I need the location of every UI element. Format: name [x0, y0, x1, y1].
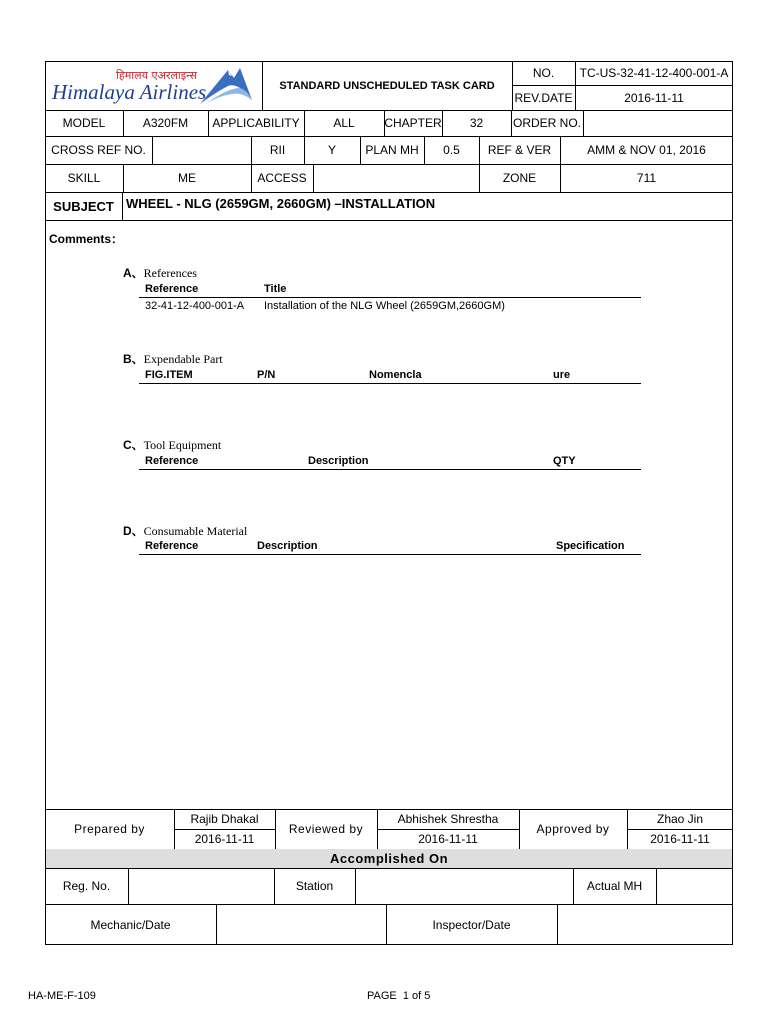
section-d-col-description: Description: [257, 540, 318, 552]
task-card-number: TC-US-32-41-12-400-001-A: [579, 66, 729, 80]
plan-mh-label: PLAN MH: [365, 143, 419, 157]
reg-no-label: Reg. No.: [62, 879, 111, 893]
section-c-col-description: Description: [308, 455, 369, 467]
approved-by-name: Zhao Jin: [656, 812, 704, 826]
mountain-logo-icon: [198, 64, 254, 106]
station-field[interactable]: [355, 868, 573, 904]
actual-mh-field[interactable]: [656, 868, 733, 904]
mechanic-date-label: Mechanic/Date: [90, 917, 171, 932]
applicability-value: ALL: [333, 116, 355, 130]
section-b-letter: B、: [123, 352, 144, 366]
section-b-col-pn: P/N: [257, 369, 276, 381]
section-c-underline: [139, 469, 641, 470]
inspector-date-label: Inspector/Date: [432, 917, 511, 932]
section-c-heading: [123, 436, 221, 453]
access-label: ACCESS: [257, 171, 307, 185]
approved-by-date: 2016-11-11: [650, 832, 710, 846]
plan-mh-value: 0.5: [443, 143, 460, 157]
section-c-title: Tool Equipment: [143, 438, 222, 452]
subject-value: WHEEL - NLG (2659GM, 2660GM) –INSTALLATION: [126, 196, 436, 211]
section-b-col-ure: ure: [553, 369, 571, 381]
chapter-label: CHAPTER: [384, 116, 442, 130]
section-d-heading: [123, 522, 247, 539]
station-label: Station: [295, 879, 334, 893]
approved-by-label: Approved by: [536, 822, 610, 836]
prepared-by-label: Prepared by: [74, 822, 145, 836]
accomplished-on-title: Accomplished On: [329, 851, 449, 866]
page-number: PAGE 1 of 5: [367, 990, 431, 1002]
prepared-by-name: Rajib Dhakal: [190, 812, 259, 826]
cross-ref-value: [152, 136, 251, 164]
rev-date-value: 2016-11-11: [624, 90, 684, 105]
reviewed-by-name: Abhishek Shrestha: [397, 812, 499, 826]
zone-label: ZONE: [502, 171, 537, 185]
logo-name-text: Himalaya Airlines: [52, 80, 207, 104]
section-a-title: References: [143, 266, 197, 280]
accomplished-on-band: [46, 849, 732, 868]
section-a-underline: [139, 297, 641, 298]
section-c-col-qty: QTY: [553, 455, 576, 467]
ref-ver-label: REF & VER: [487, 143, 552, 157]
reg-no-field[interactable]: [128, 868, 274, 904]
ref-ver-value: AMM & NOV 01, 2016: [587, 143, 706, 157]
model-label: MODEL: [62, 116, 106, 130]
section-b-underline: [139, 383, 641, 384]
reviewed-by-date: 2016-11-11: [418, 832, 478, 846]
section-b-title: Expendable Part: [143, 352, 223, 366]
section-d-col-specification: Specification: [556, 540, 625, 552]
section-d-letter: D、: [123, 524, 144, 538]
section-d-underline: [139, 554, 641, 555]
chapter-value: 32: [469, 116, 484, 130]
cross-ref-label: CROSS REF NO.: [51, 143, 146, 157]
section-b-col-nomencla: Nomencla: [369, 369, 422, 381]
applicability-label: APPLICABILITY: [212, 116, 300, 130]
actual-mh-label: Actual MH: [586, 879, 643, 893]
model-value: A320FM: [142, 116, 189, 130]
section-a-letter: A、: [123, 266, 144, 280]
zone-value: 711: [636, 171, 657, 185]
rii-value: Y: [327, 143, 336, 157]
skill-label: SKILL: [67, 171, 101, 185]
section-a-row-title: Installation of the NLG Wheel (2659GM,2660GM): [264, 300, 505, 312]
section-d-title: Consumable Material: [143, 524, 248, 538]
section-b-heading: [123, 350, 223, 367]
section-a-col-reference: Reference: [145, 283, 199, 295]
no-label: NO.: [532, 66, 555, 80]
section-c-letter: C、: [123, 438, 144, 452]
prepared-by-date: 2016-11-11: [194, 832, 255, 846]
task-card-title: STANDARD UNSCHEDULED TASK CARD: [279, 79, 495, 92]
logo-hindi-text: हिमालय एअरलाइन्स: [116, 69, 198, 82]
inspector-date-field[interactable]: [557, 904, 733, 945]
section-c-col-reference: Reference: [145, 455, 199, 467]
airline-logo: [50, 64, 255, 110]
reviewed-by-label: Reviewed by: [288, 822, 364, 836]
skill-value: ME: [178, 171, 196, 185]
comments-label: Comments：: [49, 232, 124, 246]
section-a-heading: [123, 264, 197, 281]
order-no-value: [583, 110, 733, 136]
section-a-row-reference: 32-41-12-400-001-A: [145, 300, 245, 312]
access-value: [313, 164, 479, 192]
rev-date-label: REV.DATE: [514, 90, 573, 105]
mechanic-date-field[interactable]: [216, 904, 386, 945]
subject-label: SUBJECT: [53, 198, 114, 214]
section-d-col-reference: Reference: [145, 540, 199, 552]
section-a-col-title: Title: [264, 283, 287, 295]
section-b-col-fig-item: FIG.ITEM: [145, 369, 193, 381]
rii-label: RII: [269, 143, 286, 157]
form-id: HA-ME-F-109: [28, 990, 96, 1002]
order-no-label: ORDER NO.: [512, 116, 581, 130]
